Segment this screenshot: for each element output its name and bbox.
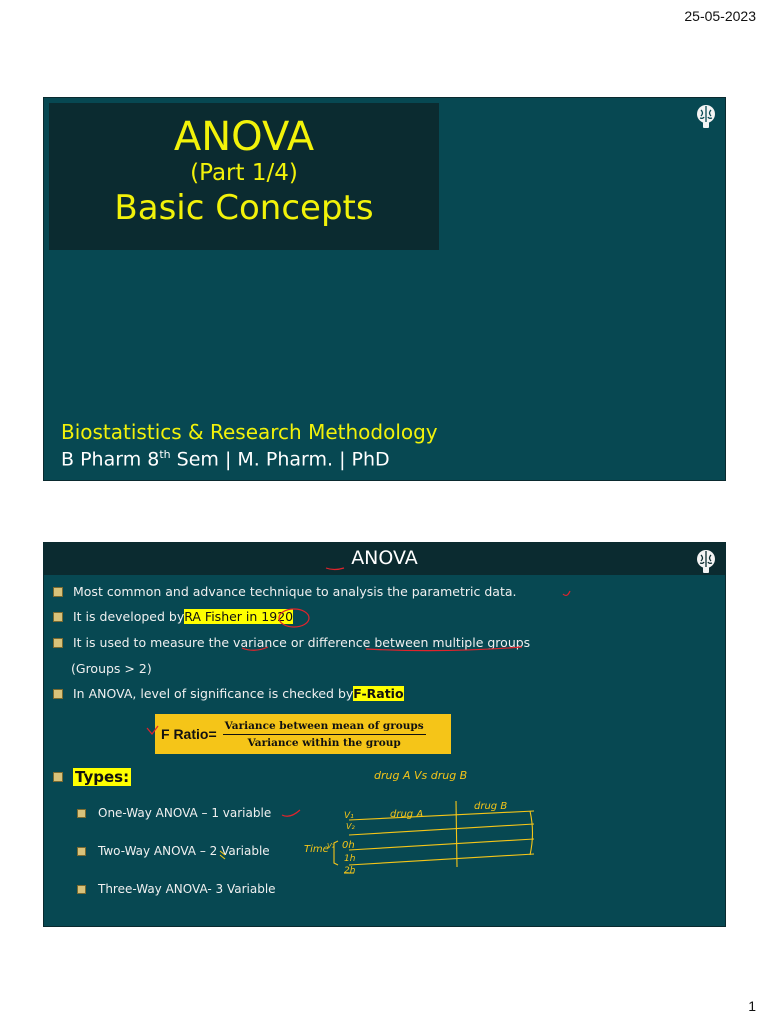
content-slide [43, 542, 726, 927]
ink-v1: V₁ [344, 811, 354, 821]
ink-v2: V₂ [346, 822, 355, 831]
ink-drug-a: drug A [390, 809, 424, 820]
bullet-text: Most common and advance technique to analysis the parametric data. [73, 584, 517, 599]
sub-bullet-text: Two-Way ANOVA – 2 Variable [98, 844, 270, 858]
page-date: 25-05-2023 [684, 8, 756, 24]
ink-2h: 2h [344, 866, 356, 876]
bullet-item [53, 609, 293, 624]
bullet-text: In ANOVA, level of significance is checked by [73, 686, 354, 701]
brain-icon [695, 549, 717, 575]
bullet-square-icon [53, 587, 63, 597]
bullet-continuation [71, 661, 152, 676]
formula-label: F Ratio= [161, 726, 217, 742]
bullet-square-icon [53, 612, 63, 622]
levels-post: Sem | M. Pharm. | PhD [170, 448, 390, 471]
ink-1h: 1h [344, 854, 356, 864]
highlighted-text: RA Fisher in 1920 [184, 609, 294, 624]
ink-0h: 0h [342, 840, 355, 851]
bullet-item [53, 686, 404, 701]
bullet-text: It is developed by [73, 609, 185, 624]
sub-bullet-text: One-Way ANOVA – 1 variable [98, 806, 272, 820]
f-ratio-formula [155, 714, 451, 754]
ink-drug-vs: drug A Vs drug B [374, 769, 468, 782]
brain-icon [695, 104, 717, 130]
formula-numerator: Variance between mean of groups [223, 720, 426, 735]
bullet-square-icon [53, 772, 63, 782]
sub-bullet-text: Three-Way ANOVA- 3 Variable [98, 882, 276, 896]
slide2-title: ANOVA [351, 547, 418, 569]
sub-bullet-item [77, 844, 270, 858]
course-name: Biostatistics & Research Methodology [61, 420, 438, 444]
sub-bullet-item [77, 882, 276, 896]
bullet-square-icon [77, 885, 86, 894]
bullet-square-icon [77, 809, 86, 818]
ink-drug-b: drug B [474, 801, 508, 812]
highlighted-text: F-Ratio [353, 686, 404, 701]
bullet-square-icon [53, 638, 63, 648]
slide-title: ANOVA [173, 114, 315, 160]
slide-part: (Part 1/4) [190, 160, 298, 186]
bullet-text: It is used to measure the variance or difference between multiple groups [73, 635, 531, 650]
bullet-text: (Groups > 2) [71, 661, 152, 676]
bullet-square-icon [77, 847, 86, 856]
sub-bullet-item [77, 806, 271, 820]
program-levels [61, 448, 390, 470]
bullet-item [53, 635, 530, 650]
types-heading [53, 768, 131, 786]
bullet-square-icon [53, 689, 63, 699]
ink-time: Time [304, 844, 329, 855]
types-label: Types: [75, 768, 130, 786]
levels-sup: th [159, 448, 171, 461]
page-number: 1 [748, 998, 756, 1014]
title-box [49, 103, 439, 250]
title-slide [43, 97, 726, 481]
bullet-item [53, 584, 516, 599]
slide-subtitle: Basic Concepts [114, 188, 374, 228]
ink-v3: V₃ [327, 842, 335, 850]
levels-pre: B Pharm 8 [61, 448, 160, 471]
formula-denominator: Variance within the group [247, 736, 401, 749]
handwritten-text [304, 769, 507, 876]
formula-fraction [223, 720, 426, 749]
